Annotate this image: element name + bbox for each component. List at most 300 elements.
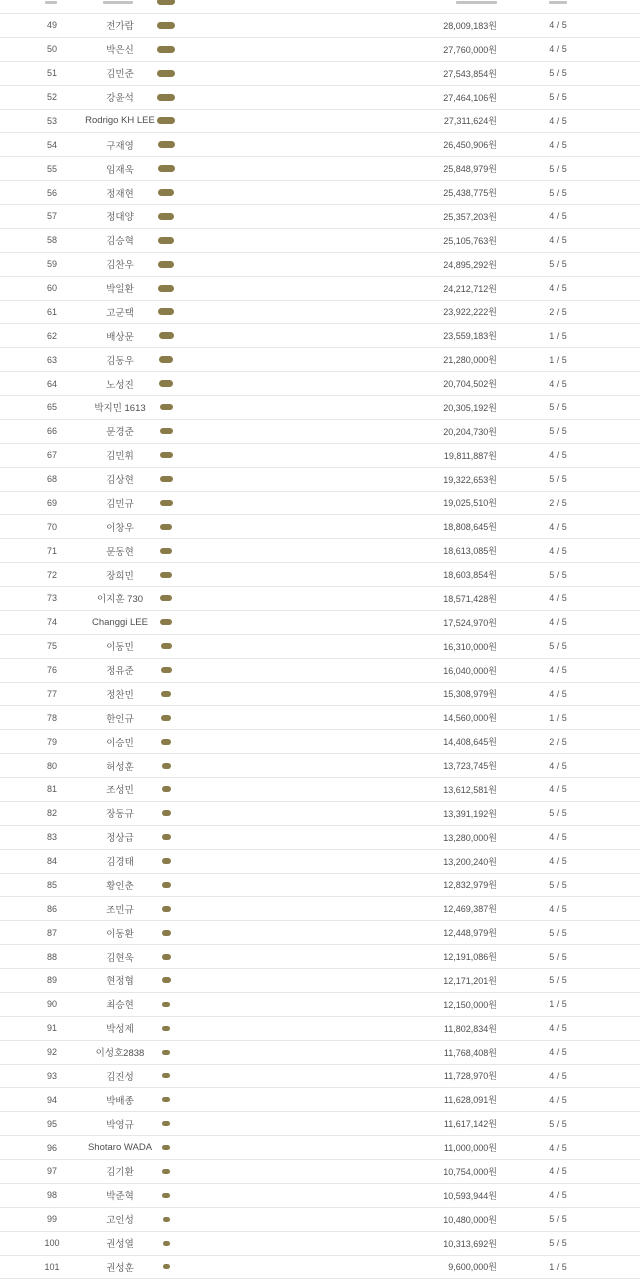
table-row[interactable]: [0, 611, 640, 635]
score-cell: 4 / 5: [549, 450, 567, 461]
prize-money: 25,357,203원: [443, 211, 497, 222]
prize-trend-badge: [160, 619, 172, 625]
prize-money: 14,560,000원: [443, 713, 497, 724]
player-name: 김기환: [106, 1167, 134, 1179]
player-name: 문동현: [106, 546, 134, 558]
prize-money: 25,105,763원: [443, 235, 497, 246]
player-name: 정대양: [106, 212, 134, 224]
player-name: 문경준: [106, 427, 134, 439]
score-cell: 4 / 5: [549, 1142, 567, 1153]
table-row[interactable]: [0, 1208, 640, 1232]
score-cell: 4 / 5: [549, 1094, 567, 1105]
table-row[interactable]: [0, 850, 640, 874]
prize-trend-badge: [162, 882, 171, 888]
prize-trend-badge: [162, 1121, 170, 1126]
prize-trend-badge: [162, 906, 171, 912]
score-cell: 4 / 5: [549, 1023, 567, 1034]
badge-cell: [149, 659, 183, 682]
table-row[interactable]: [0, 1065, 640, 1089]
badge-cell: [149, 635, 183, 658]
badge-cell: [149, 396, 183, 419]
badge-cell: [149, 1160, 183, 1183]
table-row[interactable]: [0, 993, 640, 1017]
player-name: 김동우: [106, 355, 134, 367]
prize-money: 19,811,887원: [443, 450, 497, 461]
prize-money: 11,768,408원: [443, 1047, 497, 1058]
score-cell: 4 / 5: [549, 545, 567, 556]
prize-money: 18,603,854원: [443, 570, 497, 581]
score-cell: 4 / 5: [549, 115, 567, 126]
player-name: Changgi LEE: [92, 616, 148, 628]
prize-trend-badge: [158, 261, 174, 268]
prize-money: 11,802,834원: [443, 1023, 497, 1034]
prize-trend-badge: [162, 977, 171, 983]
rank-cell: 52: [46, 92, 57, 103]
prize-money: 15,308,979원: [443, 689, 497, 700]
score-cell: 5 / 5: [549, 975, 567, 986]
table-row[interactable]: [0, 683, 640, 707]
score-cell: 5 / 5: [549, 68, 567, 79]
rank-cell: 100: [44, 1238, 60, 1249]
prize-trend-badge: [157, 0, 175, 5]
table-row[interactable]: [0, 1017, 640, 1041]
rank-cell: 78: [46, 712, 57, 723]
prize-money: 23,559,183원: [443, 331, 497, 342]
score-cell: 4 / 5: [549, 378, 567, 389]
prize-money: 13,612,581원: [443, 784, 497, 795]
rank-cell: 101: [44, 1261, 60, 1272]
badge-cell: [149, 563, 183, 586]
player-name: 박일환: [106, 284, 134, 296]
table-row[interactable]: [0, 969, 640, 993]
score-cell: 4 / 5: [549, 832, 567, 843]
rank-cell: 95: [46, 1118, 57, 1129]
score-cell: 4 / 5: [549, 44, 567, 55]
badge-cell: [149, 1184, 183, 1207]
rank-cell: 76: [46, 665, 57, 676]
rank-cell: 88: [46, 951, 57, 962]
prize-trend-badge: [159, 332, 174, 339]
prize-money: 12,171,201원: [443, 975, 497, 986]
table-row[interactable]: [0, 778, 640, 802]
rank-cell: 66: [46, 426, 57, 437]
clipped-name-fragment: [103, 1, 133, 4]
score-cell: 5 / 5: [549, 808, 567, 819]
rank-cell: 50: [46, 44, 57, 55]
player-name: 김진성: [106, 1071, 134, 1083]
player-name: 허성훈: [106, 761, 134, 773]
player-name: 박배종: [106, 1095, 134, 1107]
rank-cell: 84: [46, 856, 57, 867]
badge-cell: [149, 706, 183, 729]
prize-trend-badge: [158, 285, 174, 292]
score-cell: 4 / 5: [549, 903, 567, 914]
rank-cell: 93: [46, 1070, 57, 1081]
player-name: 권성훈: [106, 1262, 134, 1274]
rank-cell: 73: [46, 593, 57, 604]
prize-money: 24,212,712원: [443, 283, 497, 294]
prize-trend-badge: [158, 189, 174, 196]
rank-cell: 83: [46, 832, 57, 843]
player-name: Rodrigo KH LEE: [85, 115, 155, 127]
badge-cell: [149, 181, 183, 204]
prize-money: 19,322,653원: [443, 474, 497, 485]
badge-cell: [149, 444, 183, 467]
ranking-rows: [0, 14, 640, 1279]
rank-cell: 62: [46, 330, 57, 341]
badge-cell: [149, 826, 183, 849]
prize-trend-badge: [162, 930, 171, 936]
player-name: 김민규: [106, 498, 134, 510]
table-row[interactable]: [0, 563, 640, 587]
table-row[interactable]: [0, 1041, 640, 1065]
table-row[interactable]: [0, 229, 640, 253]
table-row[interactable]: [0, 802, 640, 826]
prize-money: 12,469,387원: [443, 904, 497, 915]
prize-trend-badge: [160, 428, 173, 434]
player-name: 정유준: [106, 666, 134, 678]
player-name: 장동규: [106, 809, 134, 821]
prize-money: 10,480,000원: [443, 1214, 497, 1225]
prize-money: 24,895,292원: [443, 259, 497, 270]
rank-cell: 90: [46, 999, 57, 1010]
rank-cell: 49: [46, 20, 57, 31]
prize-trend-badge: [162, 1193, 170, 1198]
score-cell: 4 / 5: [549, 1166, 567, 1177]
table-row[interactable]: [0, 492, 640, 516]
score-cell: 5 / 5: [549, 1238, 567, 1249]
rank-cell: 51: [46, 68, 57, 79]
table-row[interactable]: [0, 372, 640, 396]
prize-trend-badge: [158, 141, 175, 148]
rank-cell: 55: [46, 163, 57, 174]
player-name: 박은신: [106, 45, 134, 57]
prize-money: 16,310,000원: [443, 641, 497, 652]
rank-cell: 92: [46, 1047, 57, 1058]
prize-trend-badge: [162, 1002, 170, 1007]
prize-money: 9,600,000원: [448, 1262, 497, 1273]
rank-cell: 98: [46, 1190, 57, 1201]
score-cell: 4 / 5: [549, 784, 567, 795]
rank-cell: 85: [46, 879, 57, 890]
badge-cell: [149, 133, 183, 156]
prize-trend-badge: [162, 858, 171, 864]
rank-cell: 72: [46, 569, 57, 580]
badge-cell: [149, 969, 183, 992]
badge-cell: [149, 1017, 183, 1040]
prize-money: 11,728,970원: [443, 1071, 497, 1082]
table-row[interactable]: [0, 444, 640, 468]
badge-cell: [149, 1232, 183, 1255]
player-name: 권성열: [106, 1239, 134, 1251]
prize-trend-badge: [162, 1050, 170, 1055]
badge-cell: [149, 921, 183, 944]
prize-money: 12,150,000원: [443, 999, 497, 1010]
prize-trend-badge: [163, 1264, 170, 1269]
score-cell: 5 / 5: [549, 474, 567, 485]
table-row[interactable]: [0, 396, 640, 420]
table-row[interactable]: [0, 62, 640, 86]
table-row[interactable]: [0, 38, 640, 62]
score-cell: 5 / 5: [549, 569, 567, 580]
rank-cell: 89: [46, 975, 57, 986]
prize-trend-badge: [162, 810, 171, 816]
table-row[interactable]: [0, 205, 640, 229]
badge-cell: [149, 62, 183, 85]
table-row[interactable]: [0, 348, 640, 372]
prize-trend-badge: [158, 213, 174, 220]
badge-cell: [149, 993, 183, 1016]
prize-trend-badge: [162, 834, 171, 840]
rank-cell: 61: [46, 306, 57, 317]
badge-cell: [149, 324, 183, 347]
badge-cell: [149, 86, 183, 109]
player-name: 이지훈 730: [96, 594, 144, 606]
player-name: 김상현: [106, 475, 134, 487]
badge-cell: [149, 372, 183, 395]
prize-money: 12,448,979원: [443, 928, 497, 939]
player-name: Shotaro WADA: [87, 1142, 153, 1154]
badge-cell: [149, 778, 183, 801]
badge-cell: [149, 945, 183, 968]
rank-cell: 59: [46, 259, 57, 270]
prize-trend-badge: [158, 237, 174, 244]
badge-cell: [149, 1256, 183, 1279]
rank-cell: 81: [46, 784, 57, 795]
player-name: 전가람: [106, 21, 134, 33]
table-row[interactable]: [0, 754, 640, 778]
table-row[interactable]: [0, 1160, 640, 1184]
score-cell: 2 / 5: [549, 736, 567, 747]
player-name: 한인규: [106, 713, 134, 725]
prize-trend-badge: [161, 691, 171, 697]
prize-trend-badge: [162, 1073, 170, 1078]
player-name: 정찬민: [106, 689, 134, 701]
score-cell: 4 / 5: [549, 688, 567, 699]
score-cell: 1 / 5: [549, 354, 567, 365]
score-cell: 5 / 5: [549, 163, 567, 174]
table-row[interactable]: [0, 730, 640, 754]
prize-money: 13,391,192원: [443, 808, 497, 819]
table-row[interactable]: [0, 253, 640, 277]
table-row[interactable]: [0, 468, 640, 492]
player-name: 고인성: [106, 1215, 134, 1227]
prize-trend-badge: [160, 404, 173, 410]
badge-cell: [149, 730, 183, 753]
rank-cell: 69: [46, 497, 57, 508]
rank-cell: 87: [46, 927, 57, 938]
prize-trend-badge: [163, 1217, 170, 1222]
prize-trend-badge: [158, 308, 174, 315]
badge-cell: [149, 301, 183, 324]
table-row[interactable]: [0, 659, 640, 683]
prize-trend-badge: [161, 739, 171, 745]
badge-cell: [149, 683, 183, 706]
badge-cell: [149, 1088, 183, 1111]
prize-money: 17,524,970원: [443, 617, 497, 628]
table-row[interactable]: [0, 897, 640, 921]
player-name: 고군택: [106, 307, 134, 319]
badge-cell: [149, 468, 183, 491]
rank-cell: 97: [46, 1166, 57, 1177]
score-cell: 2 / 5: [549, 306, 567, 317]
table-row[interactable]: [0, 86, 640, 110]
prize-trend-badge: [159, 380, 173, 387]
badge-cell: [149, 492, 183, 515]
table-row[interactable]: [0, 706, 640, 730]
prize-trend-badge: [161, 667, 172, 673]
prize-trend-badge: [160, 595, 172, 601]
table-row[interactable]: [0, 1112, 640, 1136]
badge-cell: [149, 157, 183, 180]
player-name: 이동민: [106, 642, 134, 654]
prize-money: 26,450,906원: [443, 140, 497, 151]
rank-cell: 63: [46, 354, 57, 365]
rank-cell: 91: [46, 1023, 57, 1034]
table-row[interactable]: [0, 1256, 640, 1280]
prize-trend-badge: [163, 1241, 170, 1246]
score-cell: 2 / 5: [549, 497, 567, 508]
table-row[interactable]: [0, 133, 640, 157]
player-name: 최승현: [106, 1000, 134, 1012]
score-cell: 5 / 5: [549, 259, 567, 270]
score-cell: 4 / 5: [549, 617, 567, 628]
rank-cell: 86: [46, 903, 57, 914]
table-row[interactable]: [0, 420, 640, 444]
badge-cell: [149, 611, 183, 634]
score-cell: 4 / 5: [549, 665, 567, 676]
table-row[interactable]: [0, 181, 640, 205]
badge-cell: [149, 38, 183, 61]
badge-cell: [149, 229, 183, 252]
prize-trend-badge: [159, 356, 173, 363]
prize-money: 23,922,222원: [443, 307, 497, 318]
score-cell: 4 / 5: [549, 139, 567, 150]
table-row[interactable]: [0, 587, 640, 611]
score-cell: 5 / 5: [549, 927, 567, 938]
prize-money: 13,723,745원: [443, 761, 497, 772]
prize-money: 10,754,000원: [443, 1166, 497, 1177]
table-row[interactable]: [0, 1088, 640, 1112]
badge-cell: [149, 1136, 183, 1159]
prize-money: 18,571,428원: [443, 593, 497, 604]
table-row[interactable]: [0, 110, 640, 134]
prize-money: 20,204,730원: [443, 426, 497, 437]
player-name: 김현욱: [106, 952, 134, 964]
badge-cell: [149, 348, 183, 371]
clipped-row-top: [0, 0, 640, 14]
rank-cell: 54: [46, 139, 57, 150]
prize-trend-badge: [162, 786, 171, 792]
table-row[interactable]: [0, 1136, 640, 1160]
rank-cell: 82: [46, 808, 57, 819]
player-name: 노성진: [106, 379, 134, 391]
badge-cell: [149, 754, 183, 777]
table-row[interactable]: [0, 1184, 640, 1208]
clipped-prize-fragment: [456, 1, 497, 4]
score-cell: 5 / 5: [549, 951, 567, 962]
prize-trend-badge: [162, 1169, 170, 1174]
prize-trend-badge: [157, 117, 175, 124]
score-cell: 1 / 5: [549, 330, 567, 341]
badge-cell: [149, 1041, 183, 1064]
rank-cell: 75: [46, 641, 57, 652]
table-row[interactable]: [0, 921, 640, 945]
badge-cell: [149, 1112, 183, 1135]
table-row[interactable]: [0, 874, 640, 898]
prize-trend-badge: [157, 22, 175, 29]
prize-money: 27,311,624원: [443, 116, 497, 127]
score-cell: 1 / 5: [549, 1261, 567, 1272]
badge-cell: [149, 515, 183, 538]
prize-money: 12,191,086원: [443, 952, 497, 963]
player-name: 박영규: [106, 1119, 134, 1131]
table-row[interactable]: [0, 277, 640, 301]
player-name: 김찬우: [106, 260, 134, 272]
table-row[interactable]: [0, 324, 640, 348]
score-cell: 4 / 5: [549, 521, 567, 532]
prize-money: 13,280,000원: [443, 832, 497, 843]
rank-cell: 71: [46, 545, 57, 556]
badge-cell: [149, 587, 183, 610]
score-cell: 5 / 5: [549, 1214, 567, 1225]
badge-cell: [149, 205, 183, 228]
clipped-score-fragment: [549, 1, 567, 4]
prize-money: 25,848,979원: [443, 164, 497, 175]
rank-cell: 77: [46, 688, 57, 699]
player-name: 김승혁: [106, 236, 134, 248]
badge-cell: [149, 1208, 183, 1231]
table-row[interactable]: [0, 945, 640, 969]
rank-cell: 99: [46, 1214, 57, 1225]
player-name: 배상문: [106, 331, 134, 343]
table-row[interactable]: [0, 1232, 640, 1256]
rank-cell: 56: [46, 187, 57, 198]
prize-trend-badge: [162, 763, 171, 769]
prize-trend-badge: [160, 476, 173, 482]
player-name: 현정협: [106, 976, 134, 988]
prize-money: 16,040,000원: [443, 665, 497, 676]
score-cell: 4 / 5: [549, 856, 567, 867]
badge-cell: [149, 14, 183, 37]
player-name: 정상급: [106, 833, 134, 845]
table-row[interactable]: [0, 826, 640, 850]
rank-cell: 53: [46, 115, 57, 126]
table-row[interactable]: [0, 157, 640, 181]
prize-money: 10,313,692원: [443, 1238, 497, 1249]
player-name: 황인춘: [106, 880, 134, 892]
prize-trend-badge: [160, 548, 172, 554]
table-row[interactable]: [0, 301, 640, 325]
table-row[interactable]: [0, 14, 640, 38]
prize-money: 11,617,142원: [443, 1119, 497, 1130]
rank-cell: 60: [46, 283, 57, 294]
prize-money: 18,808,645원: [443, 522, 497, 533]
badge-cell: [149, 420, 183, 443]
player-name: 정재현: [106, 188, 134, 200]
clipped-rank-fragment: [45, 1, 57, 4]
prize-money: 19,025,510원: [443, 498, 497, 509]
rank-cell: 79: [46, 736, 57, 747]
score-cell: 4 / 5: [549, 211, 567, 222]
rank-cell: 64: [46, 378, 57, 389]
table-row[interactable]: [0, 515, 640, 539]
score-cell: 4 / 5: [549, 593, 567, 604]
table-row[interactable]: [0, 539, 640, 563]
prize-trend-badge: [157, 94, 175, 101]
table-row[interactable]: [0, 635, 640, 659]
player-name: 조성민: [106, 785, 134, 797]
